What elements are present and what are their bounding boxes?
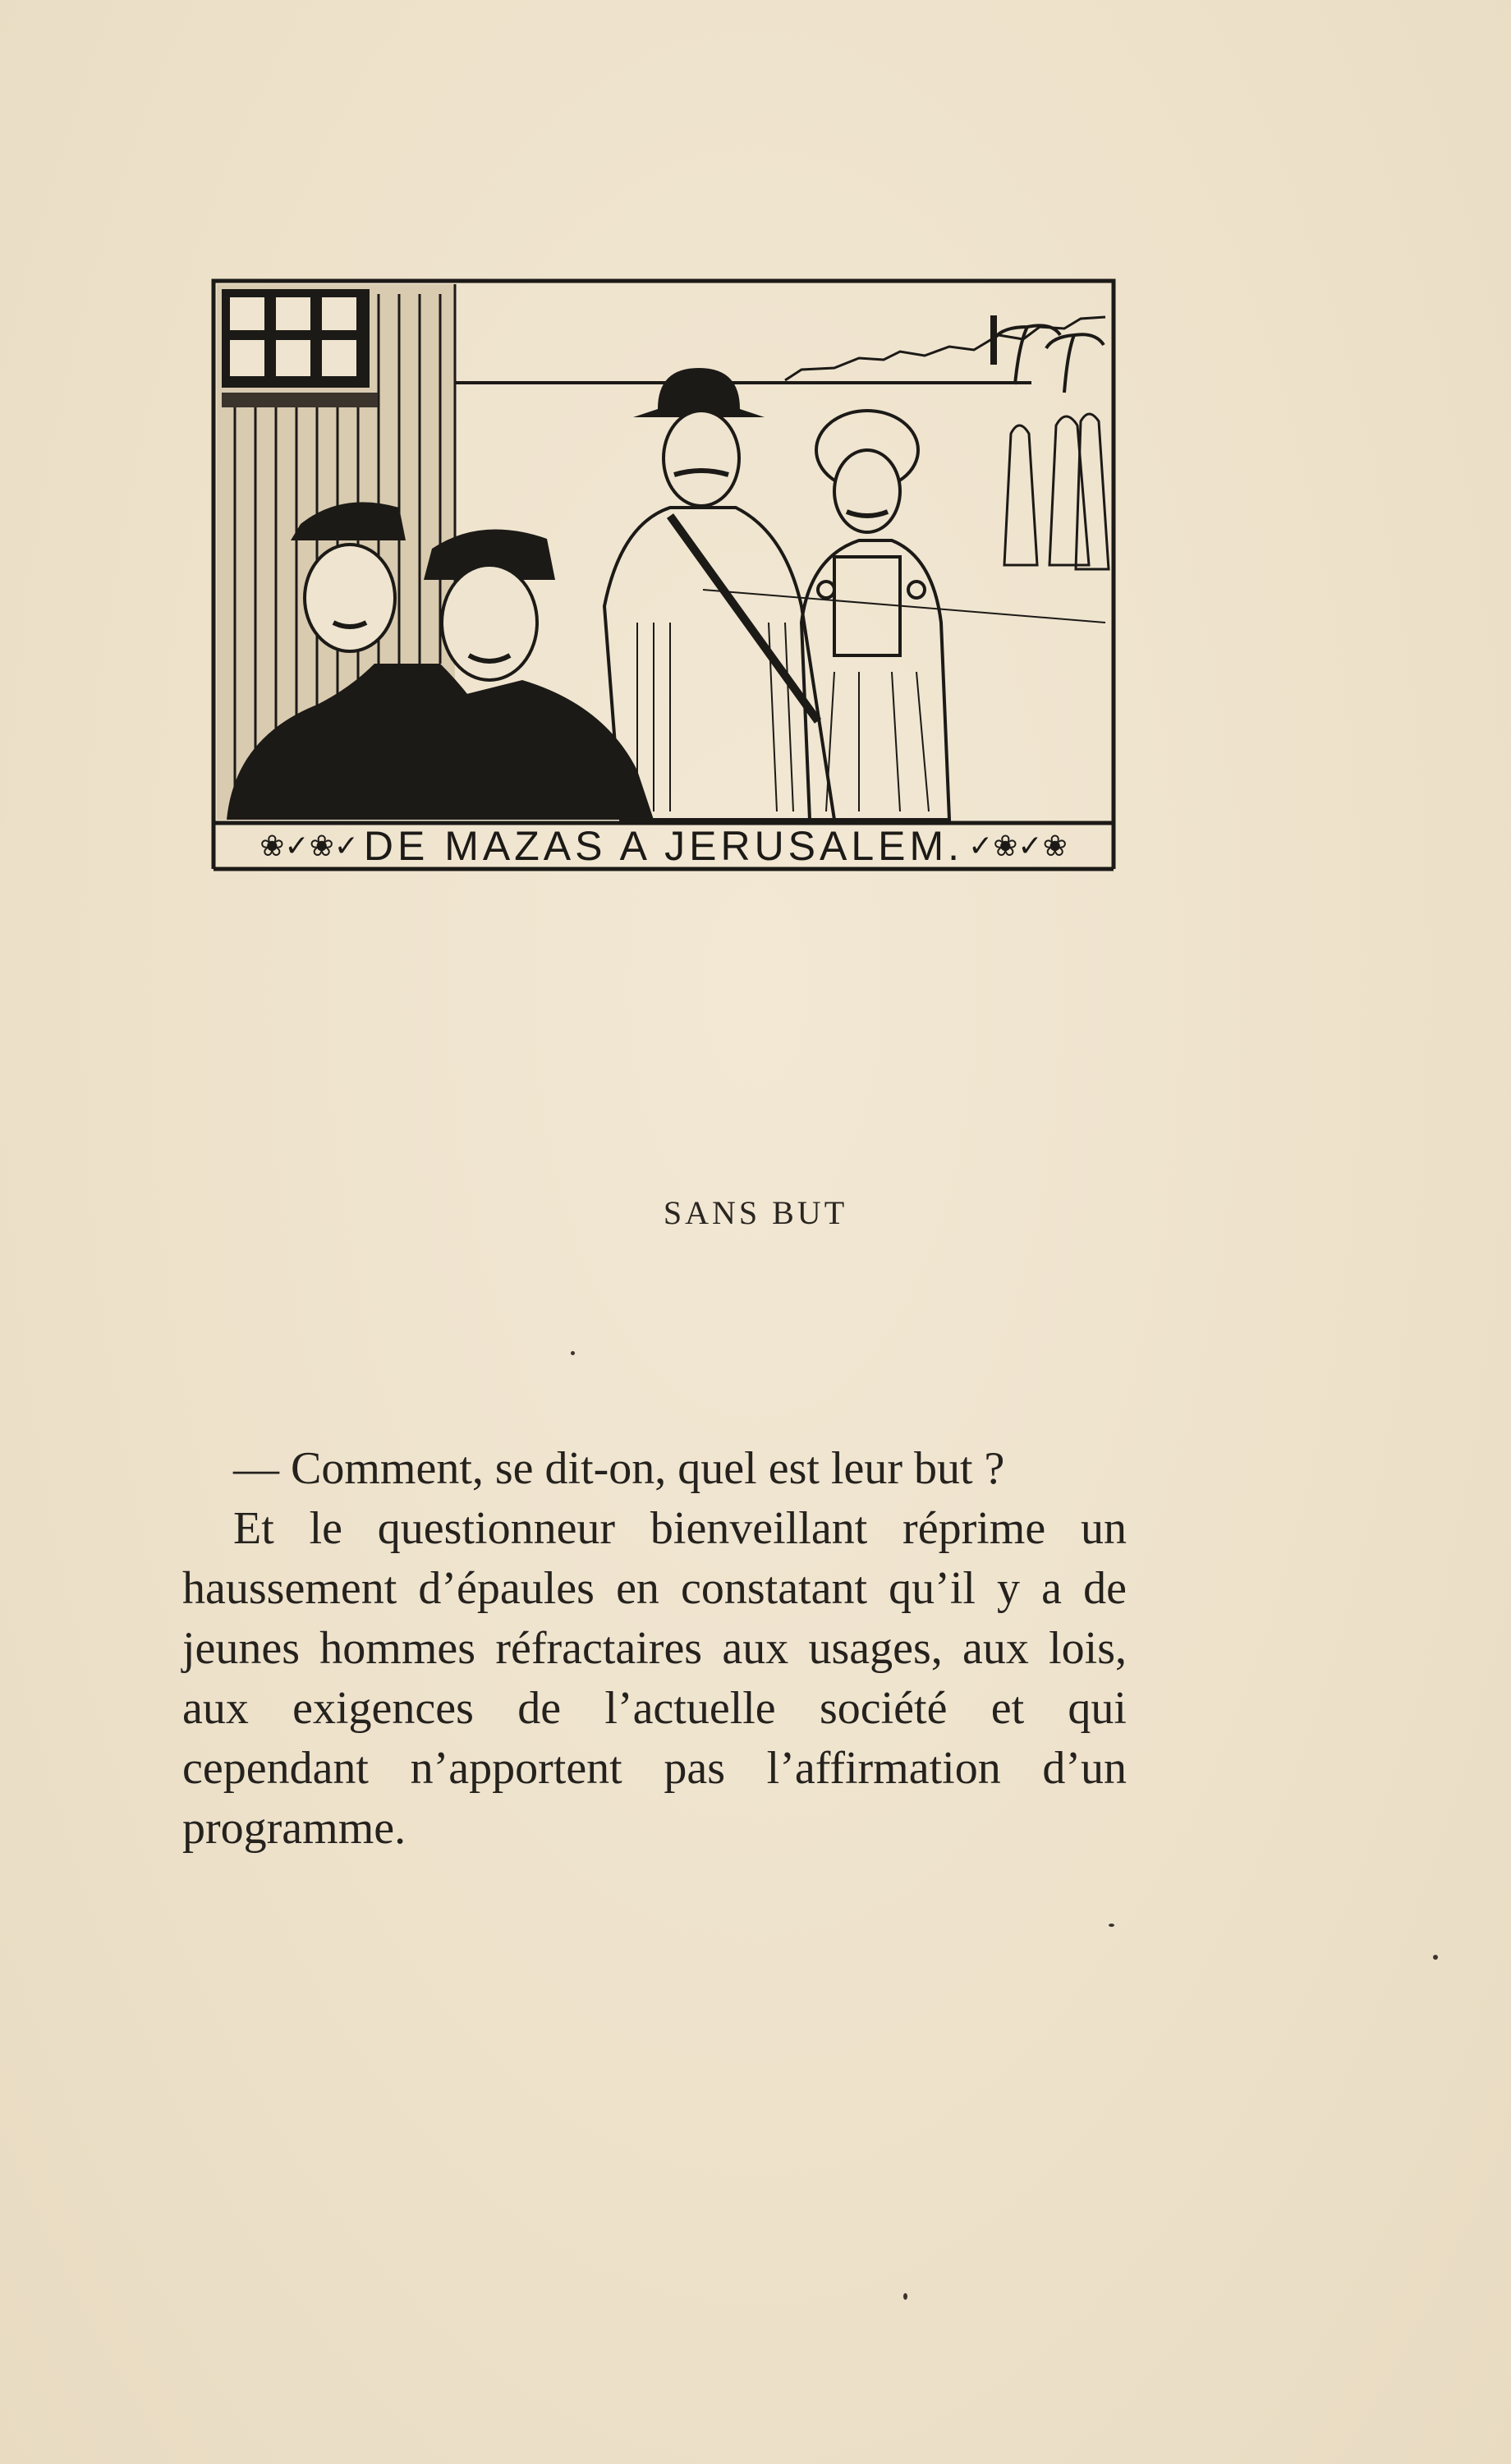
paper-speck <box>903 2293 907 2300</box>
header-illustration <box>210 278 1117 876</box>
paper-speck <box>1433 1955 1438 1960</box>
paragraph: Et le questionneur bienveillant réprime un haussement d’épaules en constatant qu’il y a de jeunes hommes réfractaires aux usages, aux lois, aux exigences de l’actuelle société et qui cependant n’apportent pas l’affirmation d’un programme. <box>182 1503 1127 1854</box>
ornament-icon: ❀✓❀✓ <box>259 829 359 862</box>
ornament-icon: ✓❀✓❀ <box>968 829 1068 862</box>
caption-text: DE MAZAS A JERUSALEM. <box>363 823 964 869</box>
paper-speck <box>571 1351 575 1355</box>
paper-speck <box>1109 1924 1114 1927</box>
illustration-caption <box>212 820 1115 872</box>
paragraph: — Comment, se dit-on, quel est leur but ? <box>233 1443 1005 1494</box>
body-text <box>182 1439 1127 1859</box>
illustration-drawing <box>210 278 1117 876</box>
chapter-title: SANS BUT <box>663 1194 848 1231</box>
